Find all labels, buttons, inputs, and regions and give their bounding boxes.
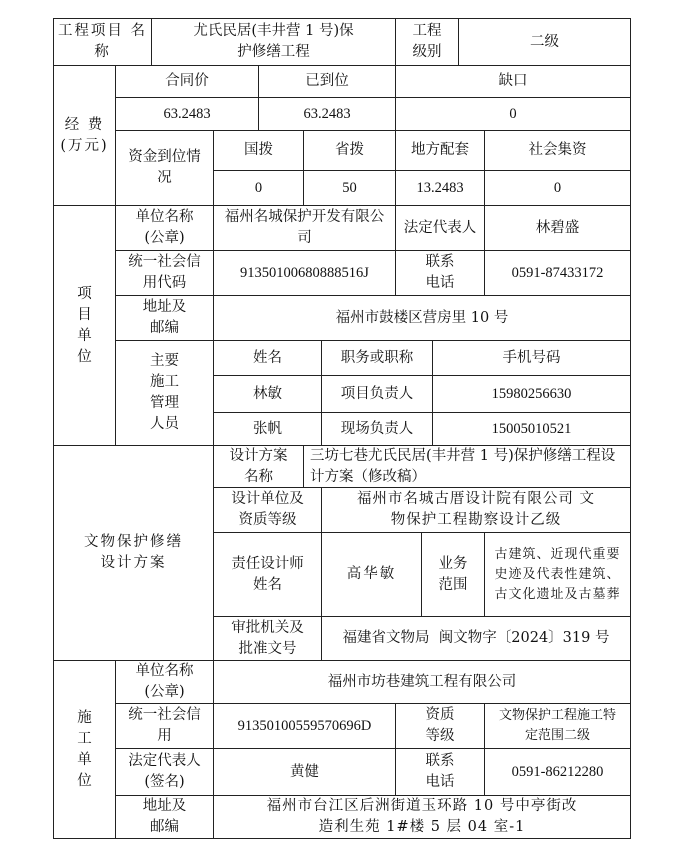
gap-label: 缺口 xyxy=(498,73,528,89)
local-value: 13.2483 xyxy=(416,179,464,196)
received-value: 63.2483 xyxy=(303,105,351,122)
col-name-header: 姓名 xyxy=(253,349,282,366)
project-name-value: 尤氏民居(丰井营 1 号)保护修缮工程 xyxy=(193,23,354,60)
construction-contact-phone-value: 0591-86212280 xyxy=(511,763,604,780)
border-bottom xyxy=(53,838,630,839)
managers-label: 主要 施工 管理 人员 xyxy=(150,353,179,432)
construction-credit-code-label: 统一社会信用 xyxy=(128,707,201,744)
social-value: 0 xyxy=(553,179,562,196)
project-name-label: 工程项目 名 称 xyxy=(57,23,148,60)
construction-address-label: 地址及 邮编 xyxy=(142,798,187,835)
construction-unit-name-value: 福州市坊巷建筑工程有限公司 xyxy=(327,673,517,690)
unit-name-label: 单位名称 (公章) xyxy=(135,209,194,246)
provincial-label: 省拨 xyxy=(335,142,364,158)
construction-legal-rep-label: 法定代表人 (签名) xyxy=(128,753,201,790)
manager-mobile: 15005010521 xyxy=(491,420,572,437)
manager-position: 现场负责人 xyxy=(340,420,414,437)
border-right xyxy=(630,18,631,839)
national-value: 0 xyxy=(254,179,263,196)
col-position-header: 职务或职称 xyxy=(340,349,414,366)
construction-legal-rep-value: 黄健 xyxy=(290,763,319,780)
approval-value: 福建省文物局 闽文物字〔2024〕319 号 xyxy=(342,630,610,646)
credit-code-label: 统一社会信用代码 xyxy=(128,254,201,291)
manager-name: 张帆 xyxy=(253,420,282,437)
project-grade-value: 二级 xyxy=(530,33,559,50)
manager-name: 林敏 xyxy=(253,385,282,402)
national-label: 国拨 xyxy=(244,142,273,158)
col-mobile-header: 手机号码 xyxy=(502,349,561,366)
construction-unit-label: 施 工 单 位 xyxy=(77,709,92,789)
credit-code-value: 91350100680888516J xyxy=(240,264,369,281)
social-label: 社会集资 xyxy=(528,142,587,158)
designer-label: 责任设计师 姓名 xyxy=(231,555,304,593)
qualification-label: 资质 等级 xyxy=(425,707,455,744)
provincial-value: 50 xyxy=(342,179,357,196)
qualification-value: 文物保护工程施工特定范围二级 xyxy=(498,708,616,743)
design-unit-value: 福州市名城古厝设计院有限公司 文物保护工程勘察设计乙级 xyxy=(356,491,596,528)
contract-price-value: 63.2483 xyxy=(163,105,211,122)
scope-label: 业务 范围 xyxy=(438,555,468,593)
manager-mobile: 15980256630 xyxy=(491,385,572,402)
construction-address-value: 福州市台江区后洲街道玉环路 10 号中亭街改造利生苑 1#楼 5 层 04 室-1 xyxy=(266,798,578,835)
plan-name-label: 设计方案 名称 xyxy=(229,447,288,485)
construction-credit-code-value: 91350100559570696D xyxy=(237,717,372,734)
local-label: 地方配套 xyxy=(411,142,469,158)
approval-label: 审批机关及 批准文号 xyxy=(231,619,304,657)
gap-value: 0 xyxy=(509,105,517,122)
funds-label: 经 费 (万元) xyxy=(60,116,109,154)
construction-unit-name-label: 单位名称 (公章) xyxy=(135,663,194,700)
manager-position: 项目负责人 xyxy=(340,385,414,402)
designer-value: 高华敏 xyxy=(346,566,397,582)
construction-contact-phone-label: 联系 电话 xyxy=(425,753,455,790)
address-label: 地址及 邮编 xyxy=(142,299,187,336)
address-value: 福州市鼓楼区营房里 10 号 xyxy=(335,309,509,326)
contact-phone-value: 0591-87433172 xyxy=(511,264,604,281)
contract-price-label: 合同价 xyxy=(165,73,209,89)
scope-value: 古建筑、近现代重要史迹及代表性建筑、古文化遗址及古墓葬 xyxy=(494,546,621,602)
legal-rep-label: 法定代表人 xyxy=(403,219,477,236)
unit-name-value: 福州名城保护开发有限公司 xyxy=(224,209,385,246)
legal-rep-value: 林碧盛 xyxy=(535,219,580,236)
contact-phone-label: 联系 电话 xyxy=(425,254,455,291)
design-unit-label: 设计单位及 资质等级 xyxy=(231,491,304,528)
fund-status-label: 资金到位情况 xyxy=(128,149,201,186)
design-section-label: 文物保护修缮 设计方案 xyxy=(84,534,183,571)
project-unit-label: 项 目 单 位 xyxy=(77,285,92,365)
received-label: 已到位 xyxy=(305,73,349,89)
plan-name-value: 三坊七巷尤氏民居(丰井营 1 号)保护修缮工程设计方案（修改稿） xyxy=(310,447,616,485)
project-grade-label: 工程 级别 xyxy=(412,23,442,60)
